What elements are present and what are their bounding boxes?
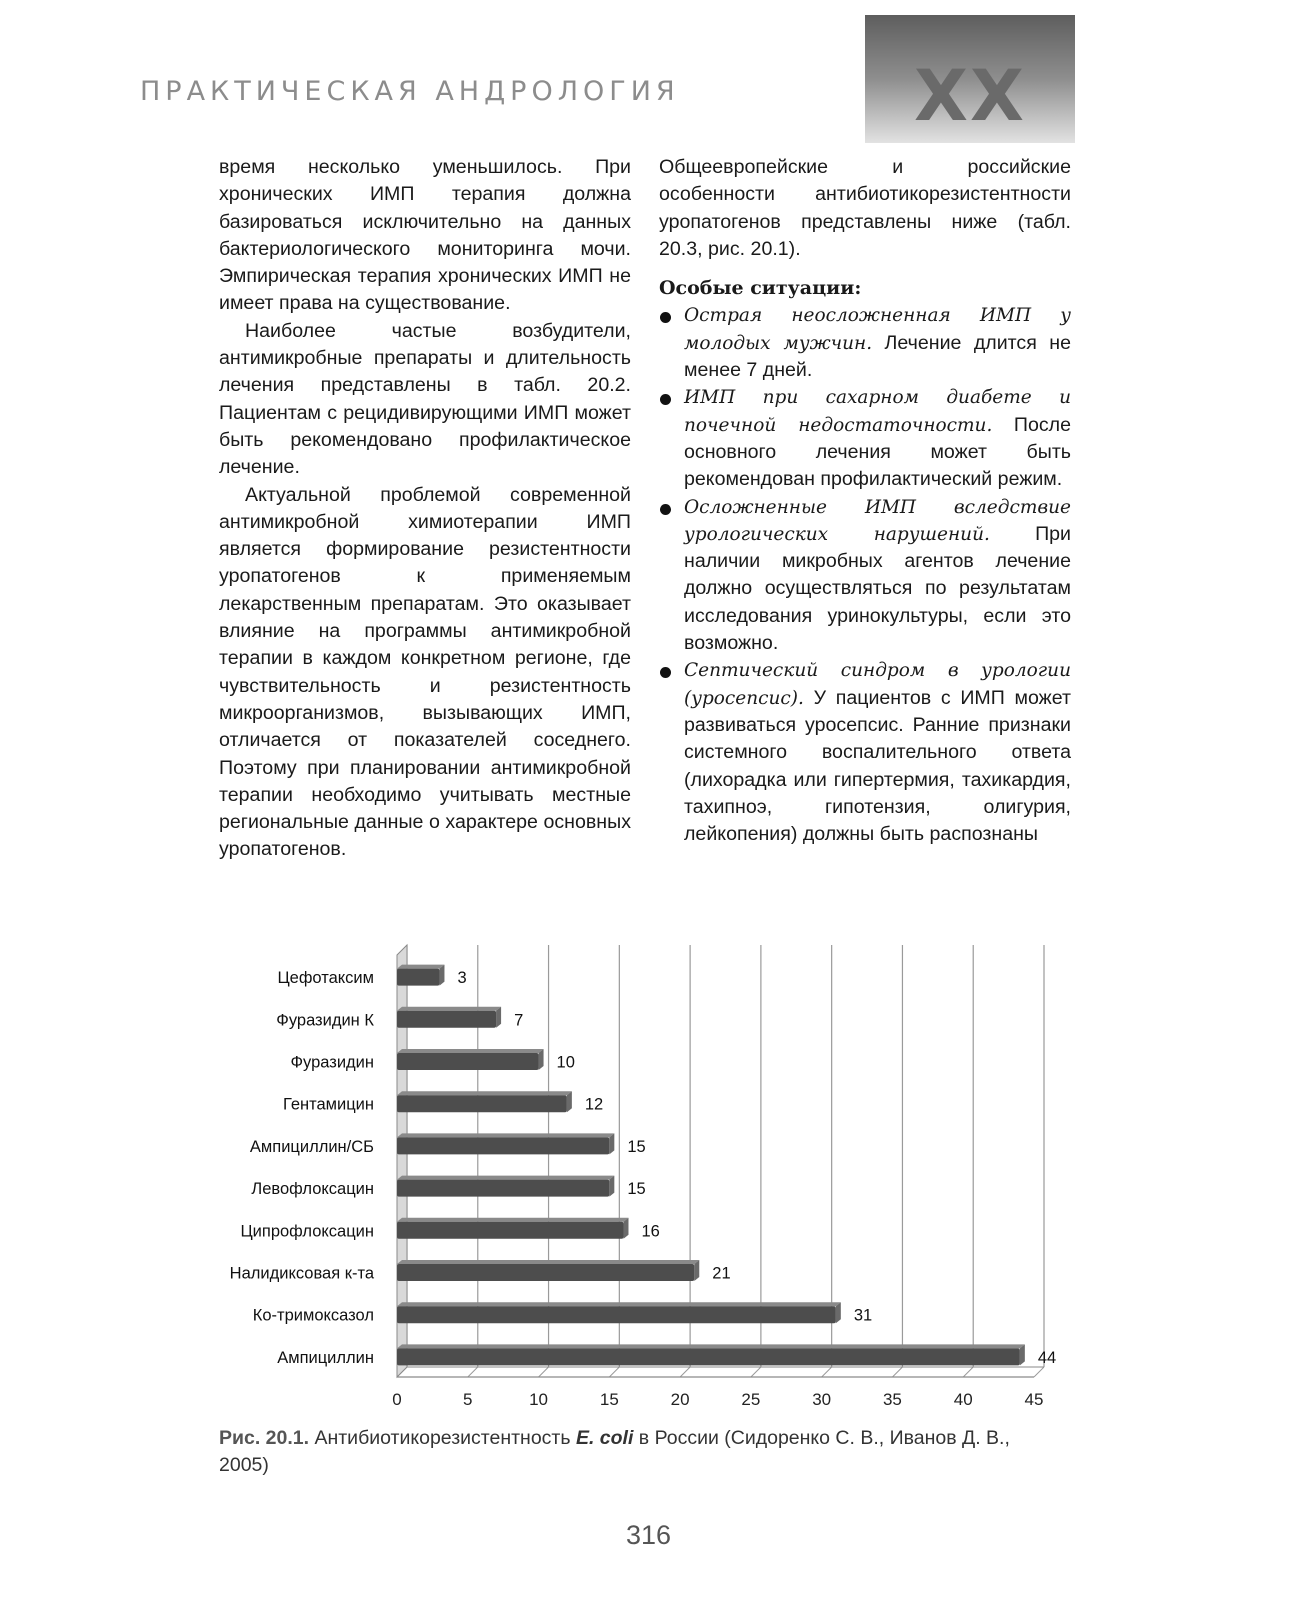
bar-top	[397, 1344, 1025, 1348]
category-label: Ампициллин	[277, 1348, 374, 1367]
category-label: Левофлоксацин	[251, 1180, 374, 1199]
paragraph: Актуальной проблемой современной антимикробной химиотерапии ИМП является формирование резистентности уропатогенов к применяемым лекарственным препаратам. Это оказывает влияние на программы антимикробной терапии в каждом конкретном регионе, где чувствительность и резистентность микроорганизмов, вызывающих ИМП, отличается от показателей соседнего. Поэтому при планировании антимикробной терапии необходимо учитывать местные региональные данные о характере основных уропатогенов.	[219, 483, 631, 861]
category-label: Фуразидин К	[276, 1011, 374, 1030]
x-tick-label: 40	[953, 1390, 973, 1409]
bar-top	[397, 1007, 501, 1011]
figure-caption	[219, 1425, 1039, 1479]
data-label: 15	[627, 1137, 646, 1156]
category-label: Цефотаксим	[277, 969, 374, 988]
bar-top	[397, 965, 444, 969]
x-tick-label: 15	[599, 1390, 619, 1409]
x-tick-label: 10	[529, 1390, 549, 1409]
item-text: Лечение длится не менее 7 дней.	[684, 331, 1071, 382]
bar-top	[397, 1260, 699, 1264]
data-label: 12	[584, 1095, 604, 1114]
item-title: ИМП при сахарном диабете и почечной недостаточности.	[684, 387, 1071, 436]
item-title: Острая неосложненная ИМП у молодых мужчин.	[684, 305, 1071, 354]
bar-top	[397, 1133, 614, 1137]
gridline-floor	[822, 1367, 832, 1377]
item-title: Септический синдром в урологии (уросепсис).	[684, 660, 1071, 709]
bar	[397, 1306, 836, 1323]
bar	[397, 1264, 694, 1281]
data-label: 44	[1037, 1348, 1057, 1367]
data-label: 16	[641, 1222, 660, 1241]
data-label: 15	[627, 1180, 646, 1199]
running-title: ПРАКТИЧЕСКАЯ АНДРОЛОГИЯ	[140, 76, 680, 107]
bar	[397, 1180, 609, 1197]
page-number: 316	[625, 1520, 672, 1550]
paragraph: Наиболее частые возбудители, антимикробные препараты и длительность лечения представлены в табл. 20.2. Пациентам с рецидивирующими ИМП может быть рекомендовано профилактическое лечение.	[219, 319, 631, 479]
bar-top	[397, 1218, 628, 1222]
gridline-floor	[963, 1367, 973, 1377]
paragraph: Общеевропейские и российские особенности антибиотикорезистентности уропатогенов представлены ниже (табл. 20.3, рис. 20.1).	[659, 156, 1071, 260]
data-label: 7	[514, 1011, 524, 1030]
category-label: Ампициллин/СБ	[249, 1137, 374, 1156]
category-label: Налидиксовая к-та	[229, 1264, 374, 1283]
x-tick-label: 0	[392, 1390, 402, 1409]
section-heading: Особые ситуации:	[659, 277, 862, 300]
x-tick-label: 35	[882, 1390, 902, 1409]
item-text: После основного лечения может быть рекомендован профилактический режим.	[684, 413, 1071, 491]
x-tick-label: 30	[812, 1390, 832, 1409]
bar-top	[397, 1176, 614, 1180]
bar-top	[397, 1091, 572, 1095]
category-label: Ципрофлоксацин	[240, 1222, 374, 1241]
caption-organism: E. coli	[575, 1427, 634, 1449]
category-label: Гентамицин	[282, 1095, 374, 1114]
x-tick-label: 20	[670, 1390, 690, 1409]
caption-text-end: в России (Сидоренко С. В., Иванов Д. В., 2005)	[219, 1427, 1010, 1476]
bar-top	[397, 1302, 841, 1306]
category-label: Ко-тримоксазол	[252, 1306, 374, 1325]
category-label: Фуразидин	[290, 1053, 374, 1072]
gridline-floor	[680, 1367, 690, 1377]
gridline-floor	[468, 1367, 478, 1377]
data-label: 21	[712, 1264, 731, 1283]
gridline-floor	[892, 1367, 902, 1377]
item-text: При наличии микробных агентов лечение должно осуществляться по результатам исследования уринокультуры, если это возможно.	[684, 522, 1071, 655]
bar-top	[397, 1049, 544, 1053]
bar	[397, 1222, 623, 1239]
x-tick-label: 25	[741, 1390, 761, 1409]
bar	[397, 969, 439, 986]
x-tick-label: 5	[463, 1390, 473, 1409]
item-title: Осложненные ИМП вследствие урологических нарушений.	[684, 496, 1071, 545]
bar	[397, 1348, 1020, 1365]
gridline-floor	[751, 1367, 761, 1377]
gridline-floor	[539, 1367, 549, 1377]
gridline-floor	[609, 1367, 619, 1377]
bar	[397, 1011, 496, 1028]
chapter-number: XX	[914, 55, 1026, 137]
caption-text: Антибиотикорезистентность	[309, 1427, 576, 1449]
paragraph: время несколько уменьшилось. При хронических ИМП терапия должна базироваться исключительно на данных бактериологического мониторинга мочи. Эмпирическая терапия хронических ИМП не имеет права на существование.	[219, 156, 631, 315]
data-label: 10	[556, 1053, 575, 1072]
bar	[397, 1137, 609, 1154]
item-text: У пациентов с ИМП может развиваться уросепсис. Ранние признаки системного воспалительного ответа (лихорадка или гипертермия, тахикардия, тахипноэ, гипотензия, олигурия, лейкопения) должны быть распознаны	[684, 686, 1071, 846]
x-tick-label: 45	[1024, 1390, 1044, 1409]
gridline-floor	[1034, 1367, 1044, 1377]
data-label: 31	[853, 1306, 873, 1325]
bar	[397, 1053, 539, 1070]
bar	[397, 1095, 567, 1112]
caption-label: Рис. 20.1.	[219, 1427, 310, 1449]
data-label: 3	[457, 969, 467, 988]
